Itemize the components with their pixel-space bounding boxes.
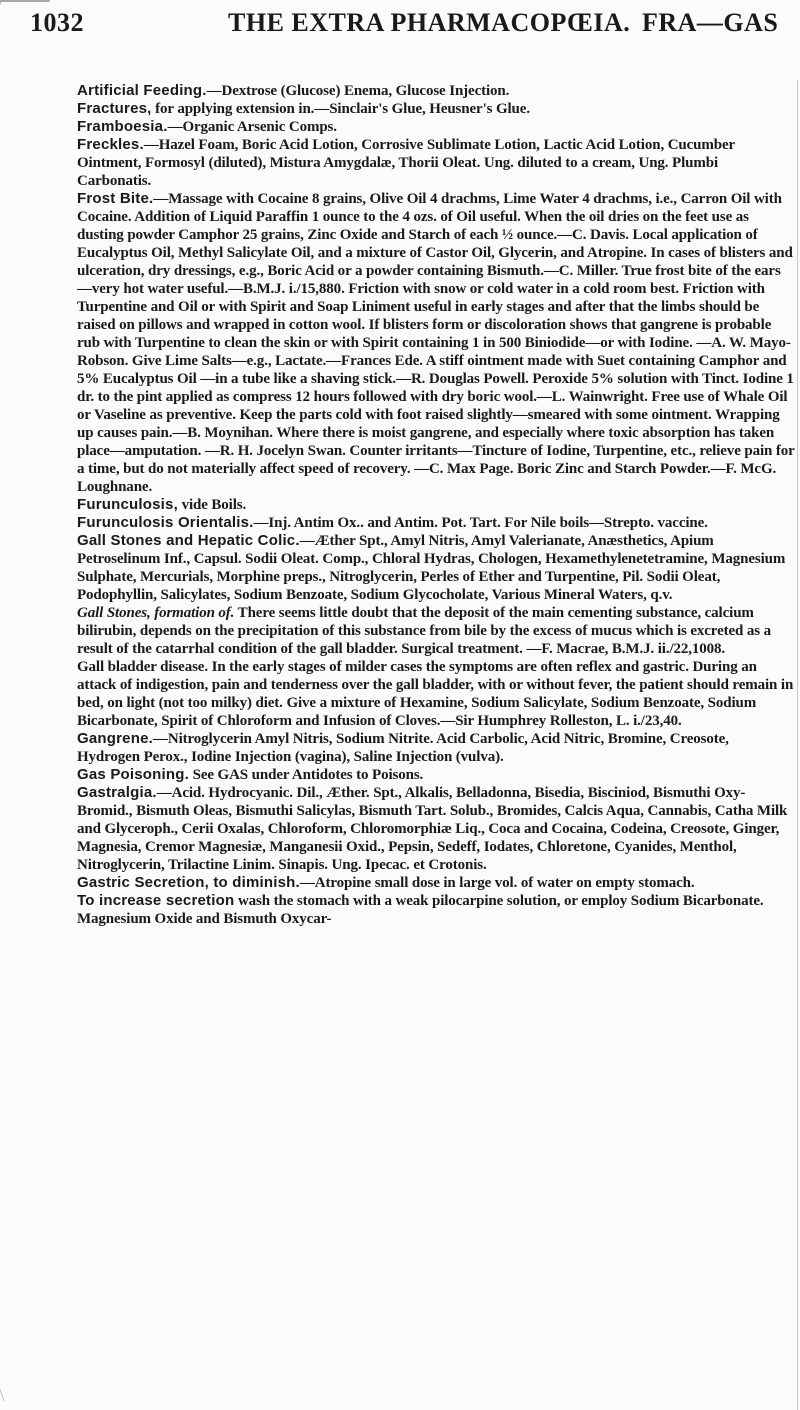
entry-body: —Massage with Cocaine 8 grains, Olive Oil 4 drachms, Lime Water 4 drachms, i.e., Carron Oil with Cocaine. Addition of Liquid Paraffin 1 ounce to the 4 ozs. of Oil useful. When the oil dries on the feet use as dusting powder Camphor 25 grains, Zinc Oxide and Starch of each ½ ounce.—C. Davis. Local application of Eucalyptus Oil, Methyl Salicylate Oil, and a mixture of Castor Oil, Glycerin, and Atropine. In cases of blisters and ulceration, dry dressings, e.g., Boric Acid or a powder containing Bismuth.—C. Miller. True frost bite of the ears—very hot water useful.—B.M.J. i./15,880. Friction with snow or cold water in a cold room best. Friction with Turpentine and Oil or with Spirit and Soap Liniment useful in early stages and after that the limbs should be raised on pillows and wrapped in cotton wool. If blisters form or discoloration shows that gangrene is probable rub with Turpentine to clean the skin or with Spirit containing 1 in 500 Biniodide—or with Iodine. —A. W. Mayo-Robson. Give Lime Salts—e.g., Lactate.—Frances Ede. A stiff ointment made with Suet containing Camphor and 5% Eucalyptus Oil —in a tube like a shaving stick.—R. Douglas Powell. Peroxide 5% solution with Tinct. Iodine 1 dr. to the pint applied as compress 12 hours followed with dry boric wool.—L. Wainwright. Free use of Whale Oil or Vaseline as preventive. Keep the parts cold with foot raised slightly—smeared with some ointment. Wrapping up causes pain.—B. Moynihan. Where there is moist gangrene, and especially where toxic absorption has taken place—amputation. —R. H. Jocelyn Swan. Counter irritants—Tincture of Iodine, Turpentine, etc., relieve pain for a time, but do not materially affect speed of recovery. —C. Max Page. Boric Zinc and Starch Powder.—F. McG. Loughnane. — [77, 191, 795, 495]
entry-headword: Gastric Secretion, to diminish. — [77, 874, 300, 891]
entry — [77, 730, 795, 766]
entry — [77, 766, 795, 784]
entry — [77, 532, 795, 604]
entry-headword: Gall Stones and Hepatic Colic. — [77, 532, 300, 549]
entry — [77, 100, 795, 118]
entry — [77, 658, 795, 730]
entry-body: —Organic Arsenic Comps. — [167, 119, 337, 135]
entry-headword: To increase secretion — [77, 892, 235, 909]
entry-headword: Freckles. — [77, 136, 144, 153]
book-title: THE EXTRA PHARMACOPŒIA. — [228, 8, 631, 37]
page-edge-mark — [0, 1381, 17, 1401]
entry — [77, 118, 795, 136]
entry — [77, 136, 795, 190]
entry — [77, 604, 795, 658]
entry-body: vide Boils. — [177, 497, 247, 513]
entry-headword: Gastralgia. — [77, 784, 157, 801]
entry-body: There seems little doubt that the deposit of the main cementing substance, calcium bilirubin, depends on the precipitation of this substance from bile by the excess of mucus which is excreted as a result of the catarrhal condition of the gall bladder. Surgical treatment. —F. Macrae, B.M.J. ii./22,1008. — [77, 605, 771, 657]
entry-body: —Atropine small dose in large vol. of water on empty stomach. — [299, 875, 695, 891]
entry-body: for applying extension in.—Sinclair's Glue, Heusner's Glue. — [151, 101, 530, 117]
entry-headword: Gangrene. — [77, 730, 153, 747]
entry-headword: Furunculosis Orientalis. — [77, 514, 254, 531]
entry-body: —Acid. Hydrocyanic. Dil., Æther. Spt., Alkalis, Belladonna, Bisedia, Bisciniod, Bismuthi Oxy-Bromid., Bismuth Oleas, Bismuthi Salicylas, Bismuth Tart. Solub., Bromides, Calcis Aqua, Cannabis, Catha Milk and Glyceroph., Cerii Oxalas, Chloroform, Chloromorphiæ Liq., Coca and Cocaina, Codeina, Creosote, Ginger, Magnesia, Cremor Magnesiæ, Manganesii Oxid., Pepsin, Sedeff, Iodates, Chloretone, Cyanides, Menthol, Nitroglycerin, Trilactine Linim. Sinapis. Ung. Ipecac. et Crotonis. — [77, 785, 788, 873]
entry-body: wash the stomach with a weak pilocarpine solution, or employ Sodium Bicarbonate. Magnesium Oxide and Bismuth Oxycar- — [77, 893, 764, 927]
entry-body: —Hazel Foam, Boric Acid Lotion, Corrosive Sublimate Lotion, Lactic Acid Lotion, Cucumber Ointment, Formosyl (diluted), Mistura Amygdalæ, Thorii Oleat. Ung. diluted to a cream, Ung. Plumbi Carbonatis. — [77, 137, 735, 189]
entry — [77, 892, 795, 928]
page-edge-rule — [796, 80, 798, 1410]
page-body — [77, 82, 795, 928]
entry-headword: Artificial Feeding. — [77, 82, 207, 99]
entry — [77, 514, 795, 532]
entry — [77, 784, 795, 874]
entry-body: See GAS under Antidotes to Poisons. — [188, 767, 424, 783]
entry-headword: Gall Stones, formation of. — [77, 605, 235, 621]
entry — [77, 190, 795, 496]
entry — [77, 874, 795, 892]
page-number: 1032 — [30, 8, 84, 37]
entry-headword: Fractures, — [77, 100, 152, 117]
entry-body: —Æther Spt., Amyl Nitris, Amyl Valerianate, Anæsthetics, Apium Petroselinum Inf., Capsul. Sodii Oleat. Comp., Chloral Hydras, Chologen, Hexamethylenetetramine, Magnesium Sulphate, Mercurials, Morphine preps., Nitroglycerin, Perles of Ether and Turpentine, Pil. Sodii Oleat, Podophyllin, Salicylates, Sodium Benzoate, Sodium Glycocholate, Various Mineral Waters, q.v. — [77, 533, 786, 603]
entry-headword: Furunculosis, — [77, 496, 178, 513]
entry-headword: Frost Bite. — [77, 190, 154, 207]
running-head — [30, 8, 790, 44]
entry-body: —Inj. Antim Ox.. and Antim. Pot. Tart. For Nile boils—Strepto. vaccine. — [253, 515, 708, 531]
entry-body: —Nitroglycerin Amyl Nitris, Sodium Nitrite. Acid Carbolic, Acid Nitric, Bromine, Creosote, Hydrogen Perox., Iodine Injection (vagina), Saline Injection (vulva). — [77, 731, 729, 765]
entry-body: Gall bladder disease. In the early stages of milder cases the symptoms are often reflex and gastric. During an attack of indigestion, pain and tenderness over the gall bladder, with or without fever, the patient should remain in bed, on light (not too milky) diet. Give a mixture of Hexamine, Sodium Salicylate, Sodium Benzoate, Sodium Bicarbonate, Spirit of Chloroform and Infusion of Cloves.—Sir Humphrey Rolleston, L. i./23,40. — [77, 659, 794, 729]
guide-words: FRA—GAS — [642, 8, 779, 37]
entry — [77, 82, 795, 100]
entry-headword: Gas Poisoning. — [77, 766, 189, 783]
entry — [77, 496, 795, 514]
entry-headword: Framboesia. — [77, 118, 168, 135]
entry-body: —Dextrose (Glucose) Enema, Glucose Injection. — [206, 83, 510, 99]
